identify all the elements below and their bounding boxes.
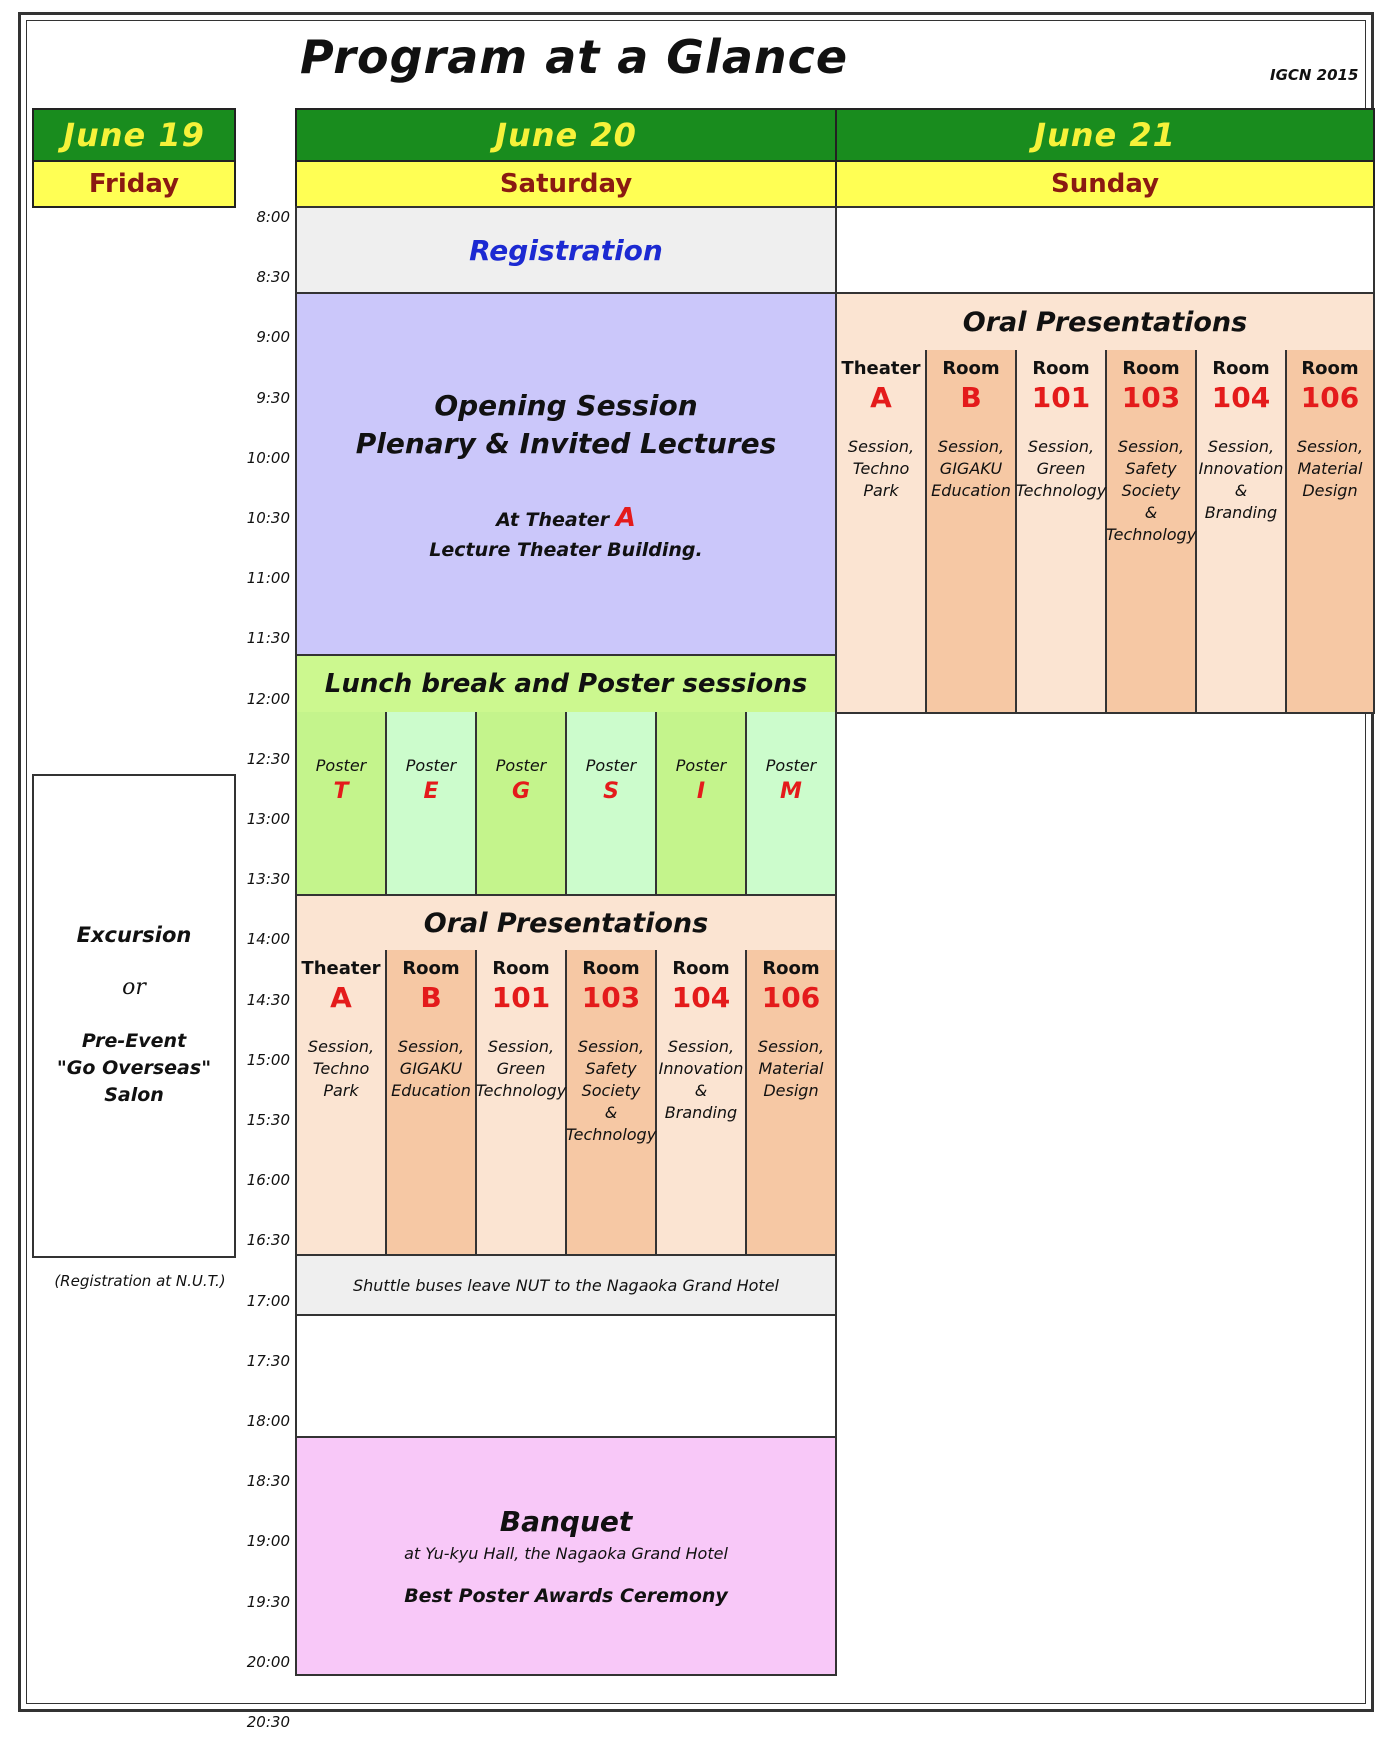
session-label: Session, Material Design (1296, 437, 1364, 500)
poster-column (657, 712, 747, 894)
time-label: 12:00 (246, 690, 290, 708)
time-label: 17:30 (246, 1352, 290, 1370)
saturday-oral-header: Oral Presentations (295, 894, 837, 950)
excursion-label: Excursion (76, 923, 192, 947)
poster-label: Poster (405, 756, 457, 775)
room-column (1107, 350, 1197, 712)
session-label: Session, Innovation & Branding (1198, 437, 1284, 522)
room-label: Theater (301, 958, 381, 979)
sunday-morning-empty (835, 206, 1375, 294)
time-label: 11:30 (246, 629, 290, 647)
room-number: A (330, 981, 352, 1014)
date-june-19: June 19 (32, 108, 236, 162)
room-column (747, 950, 835, 1254)
at-theater-label: At Theater (496, 509, 610, 531)
poster-awards-label: Best Poster Awards Ceremony (404, 1585, 728, 1607)
banquet-block (295, 1436, 837, 1676)
room-label: Room (762, 958, 820, 979)
time-label: 15:00 (246, 1051, 290, 1069)
poster-letter: E (423, 779, 439, 804)
poster-column (387, 712, 477, 894)
poster-letter: G (511, 779, 531, 804)
date-june-21: June 21 (835, 108, 1375, 162)
poster-label: Poster (675, 756, 727, 775)
date-june-20: June 20 (295, 108, 837, 162)
session-label: Session, Safety Society & Technology (1105, 437, 1197, 544)
time-label: 16:30 (246, 1231, 290, 1249)
weekday-friday: Friday (32, 160, 236, 208)
page-title: Program at a Glance (300, 30, 849, 84)
room-number: 104 (671, 981, 731, 1014)
room-label: Theater (841, 358, 921, 379)
time-label: 19:30 (246, 1593, 290, 1611)
room-column (567, 950, 657, 1254)
session-label: Session, Green Technology (1015, 437, 1107, 500)
time-label: 14:00 (246, 930, 290, 948)
room-label: Room (1032, 358, 1090, 379)
poster-letter: S (603, 779, 619, 804)
shuttle-bus-block: Shuttle buses leave NUT to the Nagaoka Grand Hotel (295, 1254, 837, 1316)
time-label: 20:00 (246, 1653, 290, 1671)
weekday-saturday: Saturday (295, 160, 837, 208)
building-label: Lecture Theater Building. (429, 539, 703, 561)
room-number: 103 (581, 981, 641, 1014)
room-label: Room (672, 958, 730, 979)
weekday-sunday: Sunday (835, 160, 1375, 208)
room-label: Room (1212, 358, 1270, 379)
room-number: B (960, 381, 982, 414)
room-label: Room (492, 958, 550, 979)
room-number: 104 (1211, 381, 1271, 414)
time-label: 12:30 (246, 750, 290, 768)
poster-label: Poster (315, 756, 367, 775)
or-label: or (122, 975, 146, 1000)
time-label: 13:00 (246, 810, 290, 828)
session-label: Session, GIGAKU Education (391, 1037, 471, 1100)
session-label: Session, Material Design (757, 1037, 825, 1100)
room-column (297, 950, 387, 1254)
room-label: Room (582, 958, 640, 979)
room-number: 101 (1031, 381, 1091, 414)
pre-event-label: Pre-Event "Go Overseas" Salon (56, 1030, 212, 1106)
session-label: Session, Techno Park (307, 1037, 375, 1100)
time-label: 10:00 (246, 449, 290, 467)
sunday-oral-header: Oral Presentations (835, 292, 1375, 350)
excursion-box (32, 774, 236, 1258)
time-label: 17:00 (246, 1292, 290, 1310)
session-label: Session, Safety Society & Technology (565, 1037, 657, 1144)
room-column (657, 950, 747, 1254)
room-column (837, 350, 927, 712)
time-label: 18:30 (246, 1472, 290, 1490)
room-column (1017, 350, 1107, 712)
time-label: 18:00 (246, 1412, 290, 1430)
time-label: 9:00 (256, 328, 290, 346)
room-column (1287, 350, 1373, 712)
poster-column (567, 712, 657, 894)
saturday-rooms-row (295, 950, 837, 1256)
room-label: Room (1122, 358, 1180, 379)
time-label: 9:30 (256, 389, 290, 407)
room-column (1197, 350, 1287, 712)
room-number: 106 (1300, 381, 1360, 414)
registration-note: (Registration at N.U.T.) (54, 1272, 226, 1290)
lunch-break-header: Lunch break and Poster sessions (295, 654, 837, 714)
time-label: 8:30 (256, 268, 290, 286)
room-number: 106 (761, 981, 821, 1014)
time-label: 16:00 (246, 1171, 290, 1189)
room-number: 101 (491, 981, 551, 1014)
plenary-lectures-title: Plenary & Invited Lectures (355, 427, 777, 460)
poster-letter: M (780, 779, 802, 804)
session-label: Session, Techno Park (847, 437, 915, 500)
poster-sessions-row (295, 712, 837, 896)
room-column (927, 350, 1017, 712)
room-label: Room (402, 958, 460, 979)
opening-session-block (295, 292, 837, 656)
theater-letter: A (615, 503, 636, 533)
registration-label: Registration (469, 233, 663, 267)
time-label: 19:00 (246, 1532, 290, 1550)
room-column (387, 950, 477, 1254)
poster-column (747, 712, 835, 894)
poster-column (297, 712, 387, 894)
poster-letter: T (333, 779, 349, 804)
poster-letter: I (696, 779, 706, 804)
banquet-title: Banquet (499, 1505, 633, 1538)
session-label: Session, GIGAKU Education (931, 437, 1011, 500)
time-label: 13:30 (246, 870, 290, 888)
room-label: Room (1301, 358, 1359, 379)
session-label: Session, Innovation & Branding (658, 1037, 744, 1122)
poster-label: Poster (585, 756, 637, 775)
room-label: Room (942, 358, 1000, 379)
time-label: 15:30 (246, 1111, 290, 1129)
poster-column (477, 712, 567, 894)
room-number: 103 (1121, 381, 1181, 414)
time-label: 14:30 (246, 991, 290, 1009)
poster-label: Poster (765, 756, 817, 775)
opening-session-title: Opening Session (434, 389, 698, 422)
free-time-block (295, 1314, 837, 1438)
poster-label: Poster (495, 756, 547, 775)
conference-badge: IGCN 2015 (1270, 66, 1359, 84)
time-label: 10:30 (246, 509, 290, 527)
registration-block (295, 206, 837, 294)
time-label: 11:00 (246, 569, 290, 587)
sunday-rooms-row (835, 350, 1375, 714)
theater-location (496, 503, 636, 533)
time-label: 20:30 (246, 1713, 290, 1731)
banquet-venue: at Yu-kyu Hall, the Nagaoka Grand Hotel (404, 1544, 728, 1563)
session-label: Session, Green Technology (475, 1037, 567, 1100)
room-number: B (420, 981, 442, 1014)
room-number: A (870, 381, 892, 414)
time-label: 8:00 (256, 208, 290, 226)
room-column (477, 950, 567, 1254)
